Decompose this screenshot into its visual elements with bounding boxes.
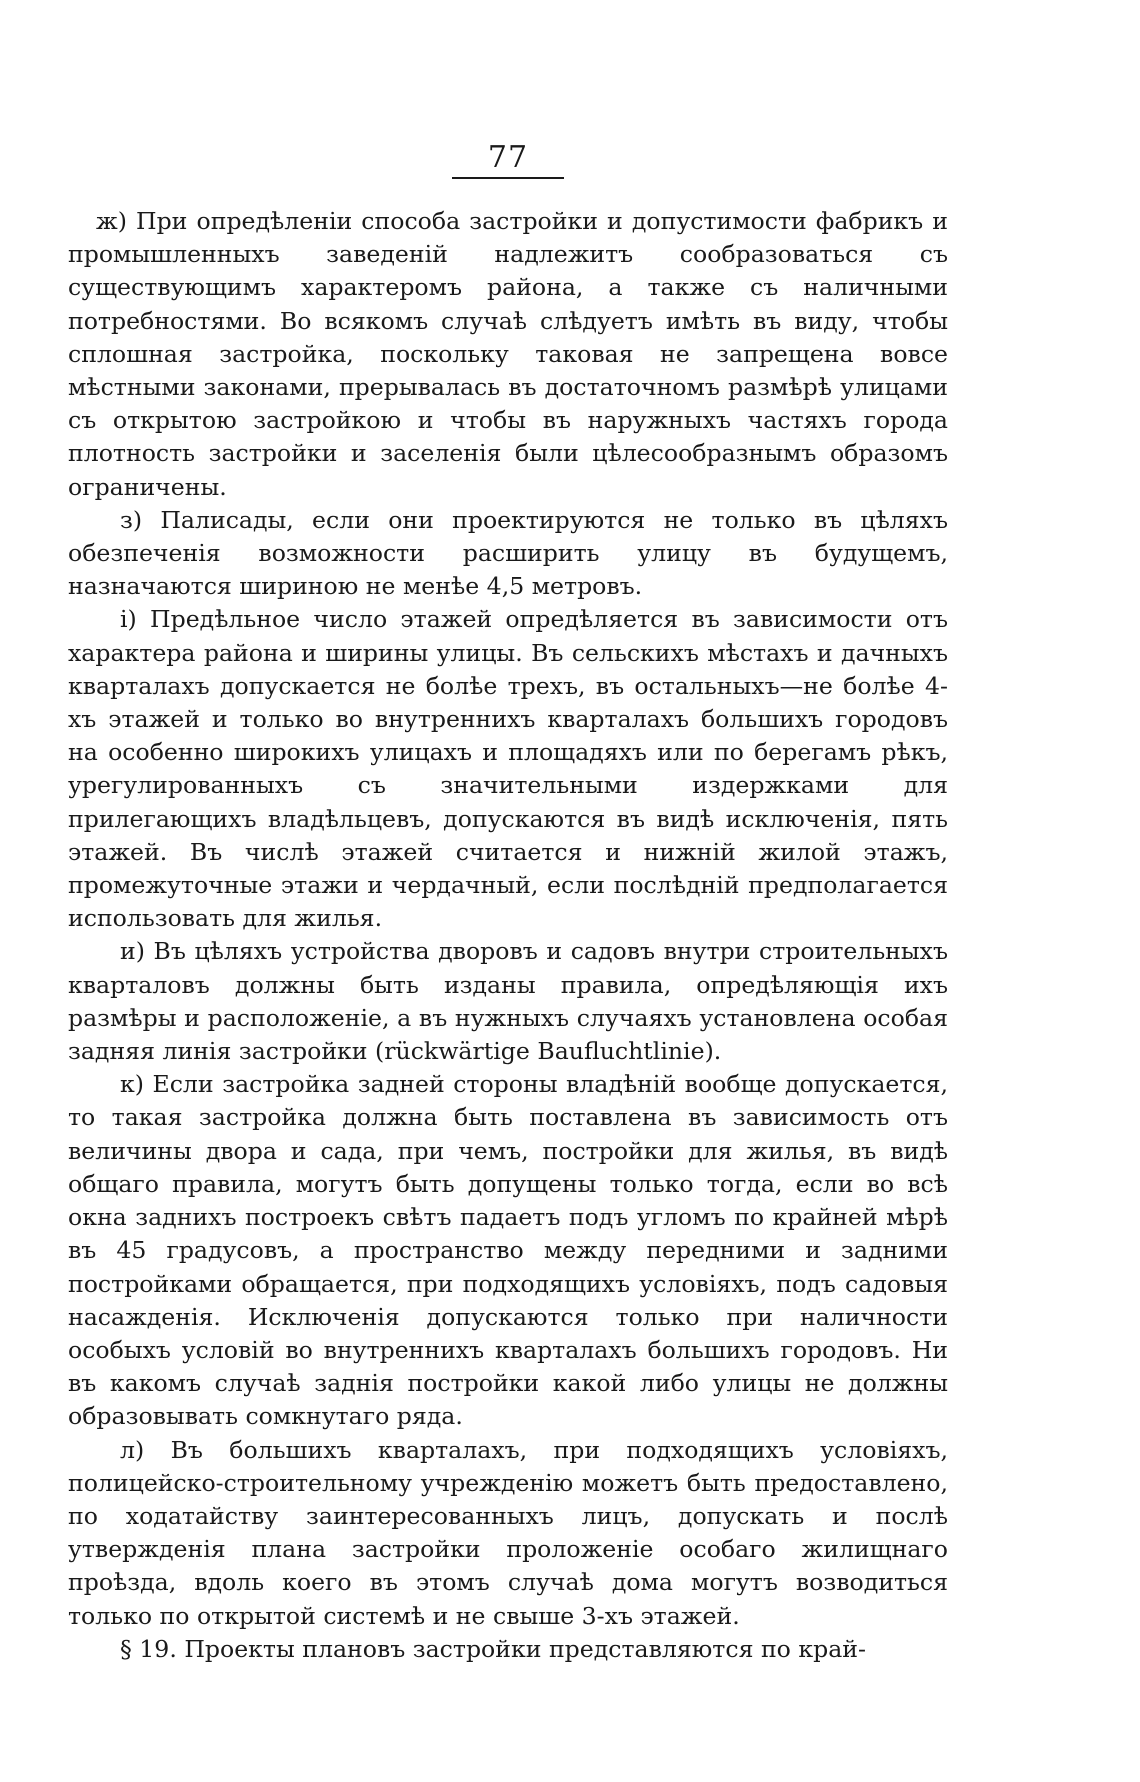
paragraph-zh: ж) При опредѣленіи способа застройки и допустимости фабрикъ и промышленныхъ заведеній надлежитъ сообразоваться съ существующимъ характеромъ района, а также съ наличными потребностями. Во всякомъ случаѣ слѣдуетъ имѣть въ виду, чтобы сплошная застройка, поскольку таковая не запрещена вовсе мѣстными законами, прерывалась въ достаточномъ размѣрѣ улицами съ открытою застройкою и чтобы въ наружныхъ частяхъ города плотность застройки и заселенія были цѣлесообразнымъ образомъ ограничены.	[68, 207, 948, 501]
page-number	[68, 140, 948, 179]
paragraph-i-decimal: і) Предѣльное число этажей опредѣляется въ зависимости отъ характера района и ширины улицы. Въ сельскихъ мѣстахъ и дачныхъ кварталахъ допускается не болѣе трехъ, въ остальныхъ—не болѣе 4-хъ этажей и только во внутреннихъ кварталахъ большихъ городовъ на особенно широкихъ улицахъ и площадяхъ или по берегамъ рѣкъ, урегулированныхъ съ значительными издержками для прилегающихъ владѣльцевъ, допускаются въ видѣ исключенія, пять этажей. Въ числѣ этажей считается и нижній жилой этажъ, промежуточные этажи и чердачный, если послѣдній предполагается использовать для жилья.	[68, 605, 948, 933]
paragraph-l: л) Въ большихъ кварталахъ, при подходящихъ условіяхъ, полицейско-строительному учрежденію можетъ быть предоставлено, по ходатайству заинтересованныхъ лицъ, допускать и послѣ утвержденія плана застройки проложеніе особаго жилищнаго проѣзда, вдоль коего въ этомъ случаѣ дома могутъ возводиться только по открытой системѣ и не свыше 3-хъ этажей.	[68, 1435, 948, 1630]
paragraph-k: к) Если застройка задней стороны владѣній вообще допускается, то такая застройка должна быть поставлена въ зависимость отъ величины двора и сада, при чемъ, постройки для жилья, въ видѣ общаго правила, могутъ быть допущены только тогда, если во всѣ окна заднихъ построекъ свѣтъ падаетъ подъ угломъ по крайней мѣрѣ въ 45 градусовъ, а пространство между передними и задними постройками обращается, при подходящихъ условіяхъ, подъ садовыя насажденія. Исключенія допускаются только при наличности особыхъ условій во внутреннихъ кварталахъ большихъ городовъ. Ни въ какомъ случаѣ заднія постройки какой либо улицы не должны образовывать сомкнутаго ряда.	[68, 1070, 948, 1431]
paragraph-z: з) Палисады, если они проектируются не только въ цѣляхъ обезпеченія возможности расширить улицу въ будущемъ, назначаются шириною не менѣе 4,5 метровъ.	[68, 505, 948, 601]
paragraph-section-19: § 19. Проекты плановъ застройки представляются по край-	[120, 1634, 866, 1663]
paragraph-i: и) Въ цѣляхъ устройства дворовъ и садовъ внутри строительныхъ кварталовъ должны быть изданы правила, опредѣляющія ихъ размѣры и расположеніе, а въ нужныхъ случаяхъ установлена особая задняя линія застройки (rückwärtige Baufluchtlinie).	[68, 937, 948, 1066]
document-page	[68, 140, 948, 1666]
page-number-text: 77	[452, 140, 564, 179]
